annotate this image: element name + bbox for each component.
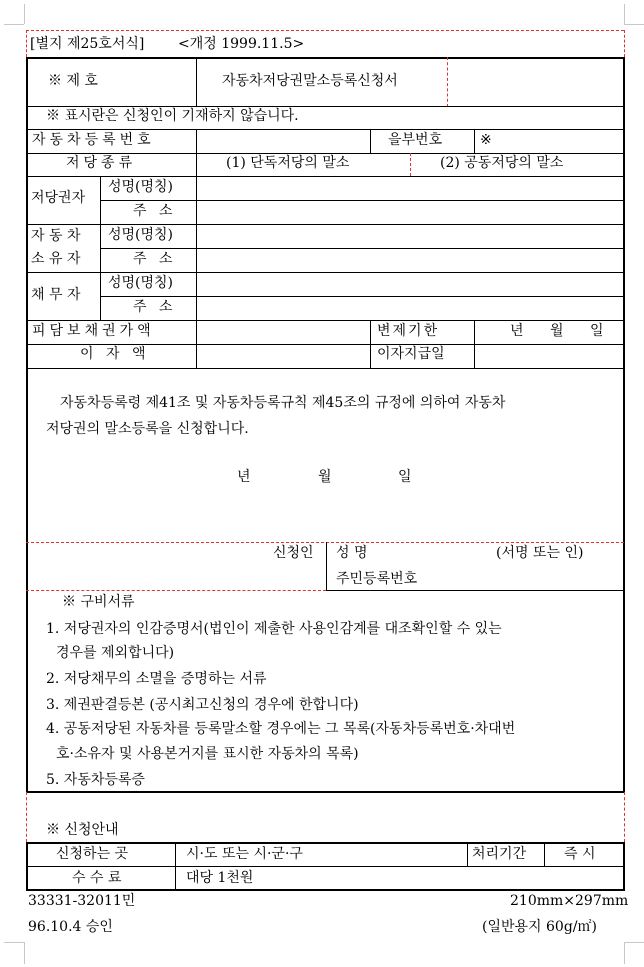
document-item-2: 2. 저당채무의 소멸을 증명하는 서류 bbox=[46, 671, 267, 687]
owner-name-label: 성명(명칭) bbox=[108, 227, 174, 243]
statement-month: 월 bbox=[318, 469, 332, 485]
owner-label-line1: 자 동 차 bbox=[31, 228, 81, 244]
applicant-label: 신청인 bbox=[273, 545, 314, 561]
repay-deadline-label: 변제기한 bbox=[377, 323, 440, 339]
paper-size: 210mm×297mm bbox=[510, 893, 629, 909]
guide-title: ※ 신청안내 bbox=[46, 822, 119, 838]
interest-amount-label: 이 자 액 bbox=[80, 346, 150, 362]
applicant-id-label: 주민등록번호 bbox=[336, 571, 418, 587]
statement-line-1: 자동차등록령 제41조 및 자동차등록규칙 제45조의 규정에 의하여 자동차 bbox=[60, 395, 506, 411]
paper-spec: (일반용지 60g/㎡) bbox=[482, 919, 597, 935]
reg-no-field[interactable] bbox=[198, 131, 368, 151]
document-item-1-line1: 1. 저당권자의 인감증명서(법인이 제출한 사용인감계를 대조확인할 수 있는 bbox=[46, 621, 502, 637]
application-place-label: 신청하는 곳 bbox=[56, 846, 129, 862]
debtor-address-label: 주 소 bbox=[133, 299, 177, 315]
fee-value: 대당 1천원 bbox=[186, 870, 254, 886]
mortgagee-label: 저당권자 bbox=[31, 190, 86, 206]
option-single-mortgage[interactable]: (1) 단독저당의 말소 bbox=[226, 155, 350, 171]
document-item-1-line2: 경우를 제외합니다) bbox=[56, 645, 175, 661]
application-place-value: 시·도 또는 시·군·구 bbox=[186, 846, 303, 862]
documents-title: ※ 구비서류 bbox=[62, 594, 135, 610]
mortgagee-address-field[interactable] bbox=[198, 202, 620, 222]
form-title: 자동차저당권말소등록신청서 bbox=[222, 73, 398, 89]
interest-date-label: 이자지급일 bbox=[377, 346, 445, 362]
notice-text: ※ 표시란은 신청인이 기재하지 않습니다. bbox=[46, 108, 299, 124]
debtor-address-field[interactable] bbox=[198, 298, 620, 318]
mortgage-type-label: 저당종류 bbox=[66, 155, 137, 171]
applicant-name-field[interactable] bbox=[386, 544, 486, 564]
interest-amount-field[interactable] bbox=[198, 346, 368, 366]
approval-date: 96.10.4 승인 bbox=[28, 919, 113, 935]
owner-address-field[interactable] bbox=[198, 250, 620, 270]
debtor-label: 채 무 자 bbox=[31, 287, 81, 303]
sign-or-seal-label: (서명 또는 인) bbox=[496, 545, 584, 561]
owner-label-line2: 소 유 자 bbox=[31, 251, 81, 267]
reg-no-label: 자동차등록번호 bbox=[32, 132, 155, 148]
statement-year: 년 bbox=[237, 469, 251, 485]
option-joint-mortgage[interactable]: (2) 공동저당의 말소 bbox=[440, 155, 564, 171]
statement-day: 일 bbox=[398, 469, 412, 485]
processing-period-label: 처리기간 bbox=[472, 846, 527, 862]
document-item-3: 3. 제권판결등본 (공시최고신청의 경우에 한합니다) bbox=[46, 697, 359, 713]
claim-amount-label: 피담보채권가액 bbox=[32, 323, 155, 339]
applicant-name-label: 성 명 bbox=[336, 545, 368, 561]
form-code: 33331-32011민 bbox=[28, 893, 136, 909]
form-number: [별지 제25호서식] bbox=[30, 36, 145, 52]
debtor-name-field[interactable] bbox=[198, 274, 620, 294]
fee-label: 수 수 료 bbox=[72, 870, 122, 886]
mortgagee-name-field[interactable] bbox=[198, 178, 620, 198]
form-number-label: ※ 제 호 bbox=[48, 73, 98, 89]
owner-name-field[interactable] bbox=[198, 226, 620, 246]
debtor-name-label: 성명(명칭) bbox=[108, 275, 174, 291]
interest-date-field[interactable] bbox=[476, 346, 621, 366]
processing-period-value: 즉 시 bbox=[564, 846, 596, 862]
repay-deadline-date[interactable]: 년 월 일 bbox=[510, 323, 604, 339]
document-item-4-line1: 4. 공동저당된 자동차를 등록말소할 경우에는 그 목록(자동차등록번호·차대번 bbox=[46, 721, 516, 737]
applicant-id-field[interactable] bbox=[440, 568, 620, 588]
document-item-4-line2: 호·소유자 및 사용본거지를 표시한 자동차의 목록) bbox=[56, 746, 359, 762]
document-item-5: 5. 자동차등록증 bbox=[46, 772, 145, 788]
claim-amount-field[interactable] bbox=[198, 322, 368, 342]
mortgagee-address-label: 주 소 bbox=[133, 203, 177, 219]
eul-no-label: 을부번호 bbox=[388, 132, 443, 148]
revision-note: <개정 1999.11.5> bbox=[178, 36, 305, 52]
eul-no-mark: ※ bbox=[480, 132, 492, 148]
owner-address-label: 주 소 bbox=[133, 251, 177, 267]
statement-line-2: 저당권의 말소등록을 신청합니다. bbox=[46, 421, 249, 437]
mortgagee-name-label: 성명(명칭) bbox=[108, 179, 174, 195]
